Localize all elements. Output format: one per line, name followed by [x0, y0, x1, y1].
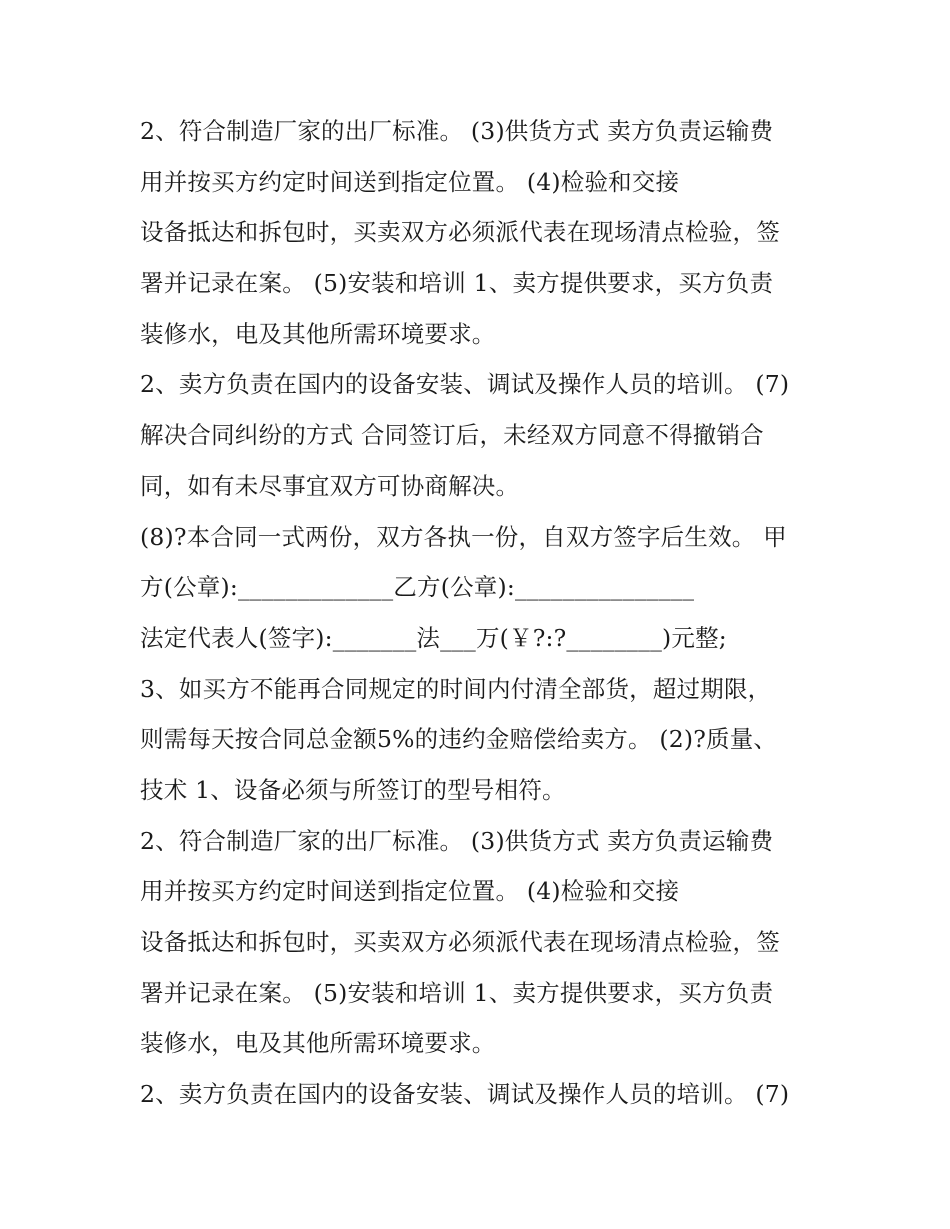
text-line-18: 署并记录在案。 (5)安装和培训 1、卖方提供要求，买方负责 — [140, 978, 774, 1007]
contract-text-body — [140, 106, 830, 1120]
text-line-14: 技术 1、设备必须与所签订的型号相符。 — [140, 775, 566, 804]
text-line-02: 用并按买方约定时间送到指定位置。 (4)检验和交接 — [140, 167, 680, 196]
text-line-20: 2、卖方负责在国内的设备安装、调试及操作人员的培训。 (7) — [140, 1080, 790, 1109]
text-line-19: 装修水，电及其他所需环境要求。 — [140, 1029, 496, 1058]
text-line-03: 设备抵达和拆包时，买卖双方必须派代表在现场清点检验，签 — [140, 218, 780, 247]
text-line-15: 2、符合制造厂家的出厂标准。 (3)供货方式 卖方负责运输费 — [140, 826, 774, 855]
signature-line-representative: 法定代表人(签字):_______法___万(￥?:?________)元整; — [140, 623, 727, 652]
text-line-05: 装修水，电及其他所需环境要求。 — [140, 319, 496, 348]
text-line-04: 署并记录在案。 (5)安装和培训 1、卖方提供要求，买方负责 — [140, 269, 774, 298]
text-line-08: 同，如有未尽事宜双方可协商解决。 — [140, 471, 520, 500]
signature-line-parties: 方(公章):_____________乙方(公章):_______________ — [140, 573, 695, 602]
text-line-01: 2、符合制造厂家的出厂标准。 (3)供货方式 卖方负责运输费 — [140, 117, 774, 145]
text-line-07: 解决合同纠纷的方式 合同签订后，未经双方同意不得撤销合 — [140, 421, 764, 450]
text-line-17: 设备抵达和拆包时，买卖双方必须派代表在现场清点检验，签 — [140, 928, 780, 956]
text-line-06: 2、卖方负责在国内的设备安装、调试及操作人员的培训。 (7) — [140, 370, 790, 399]
text-line-12: 3、如买方不能再合同规定的时间内付清全部货，超过期限， — [140, 674, 772, 703]
text-line-16: 用并按买方约定时间送到指定位置。 (4)检验和交接 — [140, 877, 680, 906]
text-line-09: (8)?本合同一式两份，双方各执一份，自双方签字后生效。 甲 — [140, 522, 787, 551]
text-line-13: 则需每天按合同总金额5%的违约金赔偿给卖方。 (2)?质量、 — [140, 725, 778, 754]
